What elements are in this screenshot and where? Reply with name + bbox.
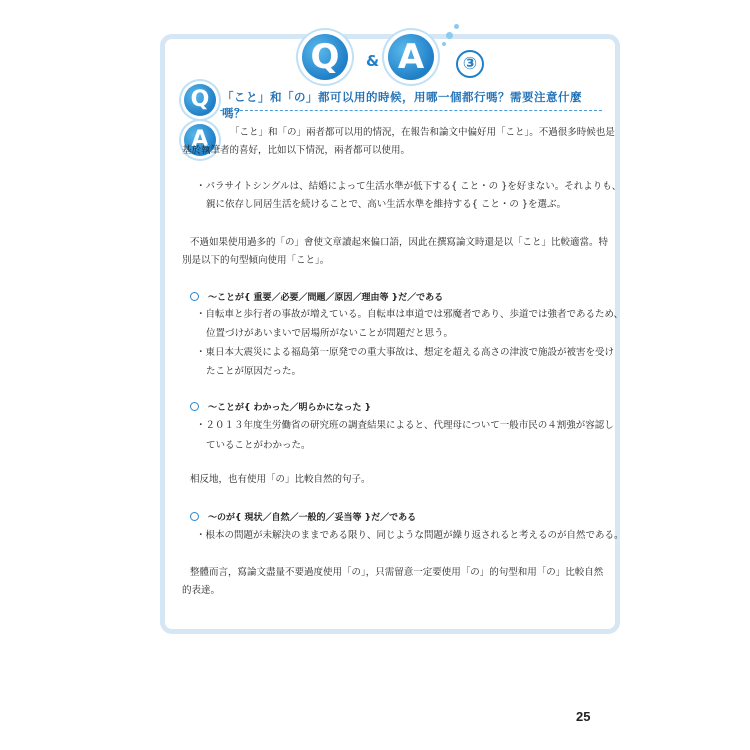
pattern2-heading: ～ことが{ わかった／明らかになった } bbox=[208, 403, 372, 413]
para4-line-2: 的表達。 bbox=[182, 585, 221, 596]
pattern2-example1-line-2: ていることがわかった。 bbox=[206, 440, 311, 451]
para3: 相反地，也有使用「の」比較自然的句子。 bbox=[190, 474, 371, 485]
pattern3-heading: ～のが{ 現状／自然／一般的／妥当等 }だ／である bbox=[208, 513, 417, 523]
ampersand: & bbox=[366, 52, 380, 70]
qa-header bbox=[296, 26, 496, 90]
question-icon: Q bbox=[184, 84, 216, 116]
pattern1-heading: ～ことが{ 重要／必要／問題／原因／理由等 }だ／である bbox=[208, 293, 444, 303]
decor-dot bbox=[454, 24, 459, 29]
a-bubble-icon: A bbox=[388, 34, 434, 80]
bullet-circle-icon bbox=[190, 402, 199, 411]
pattern1-example2-line-2: たことが原因だった。 bbox=[206, 366, 302, 377]
bullet-circle-icon bbox=[190, 512, 199, 521]
bullet-circle-icon bbox=[190, 292, 199, 301]
answer-line-2: 基於執筆者的喜好，比如以下情況，兩者都可以使用。 bbox=[182, 145, 411, 156]
section-number: ③ bbox=[456, 50, 484, 78]
pattern3-example1-line-1: ・根本の問題が未解決のままである限り、同じような問題が繰り返されると考えるのが自然である。 bbox=[196, 530, 624, 541]
decor-dot bbox=[442, 42, 446, 46]
example1-line-2: 親に依存し同居生活を続けることで、高い生活水準を維持する{ こと・の }を選ぶ。 bbox=[206, 199, 567, 210]
decor-dot bbox=[446, 32, 453, 39]
para2-line-2: 別是以下的句型傾向使用「こと」。 bbox=[182, 255, 330, 266]
answer-icon: A bbox=[184, 124, 216, 156]
para4-line-1: 整體而言，寫論文盡量不要過度使用「の」，只需留意一定要使用「の」的句型和用「の」比較自然 bbox=[190, 567, 604, 578]
pattern2-example1-line-1: ・２０１３年度生労働省の研究班の調査結果によると、代理母について一般市民の４割強が容認し bbox=[196, 420, 614, 431]
page-number: 25 bbox=[576, 709, 591, 724]
pattern1-example2-line-1: ・東日本大震災による福島第一原発での重大事故は、想定を超える高さの津波で施設が被害を受け bbox=[196, 347, 615, 358]
q-bubble-icon: Q bbox=[302, 34, 348, 80]
example1-line-1: ・パラサイトシングルは、結婚によって生活水準が低下する{ こと・の }を好まない。それよりも、 bbox=[196, 181, 622, 192]
para2-line-1: 不過如果使用過多的「の」會使文章讀起來偏口語，因此在撰寫論文時還是以「こと」比較適當。特 bbox=[190, 237, 609, 248]
answer-line-1: 「こと」和「の」兩者都可以用的情況，在報告和論文中偏好用「こと」。不過很多時候也是 bbox=[230, 127, 615, 138]
question-divider bbox=[220, 110, 602, 111]
pattern1-example1-line-1: ・自転車と歩行者の事故が増えている。自転車は車道では邪魔者であり、歩道では強者であるため、 bbox=[196, 309, 624, 320]
question-title: 「こと」和「の」都可以用的時候，用哪一個都行嗎？需要注意什麼嗎？ bbox=[222, 90, 582, 120]
pattern1-example1-line-2: 位置づけがあいまいで居場所がないことが問題だと思う。 bbox=[206, 328, 454, 339]
